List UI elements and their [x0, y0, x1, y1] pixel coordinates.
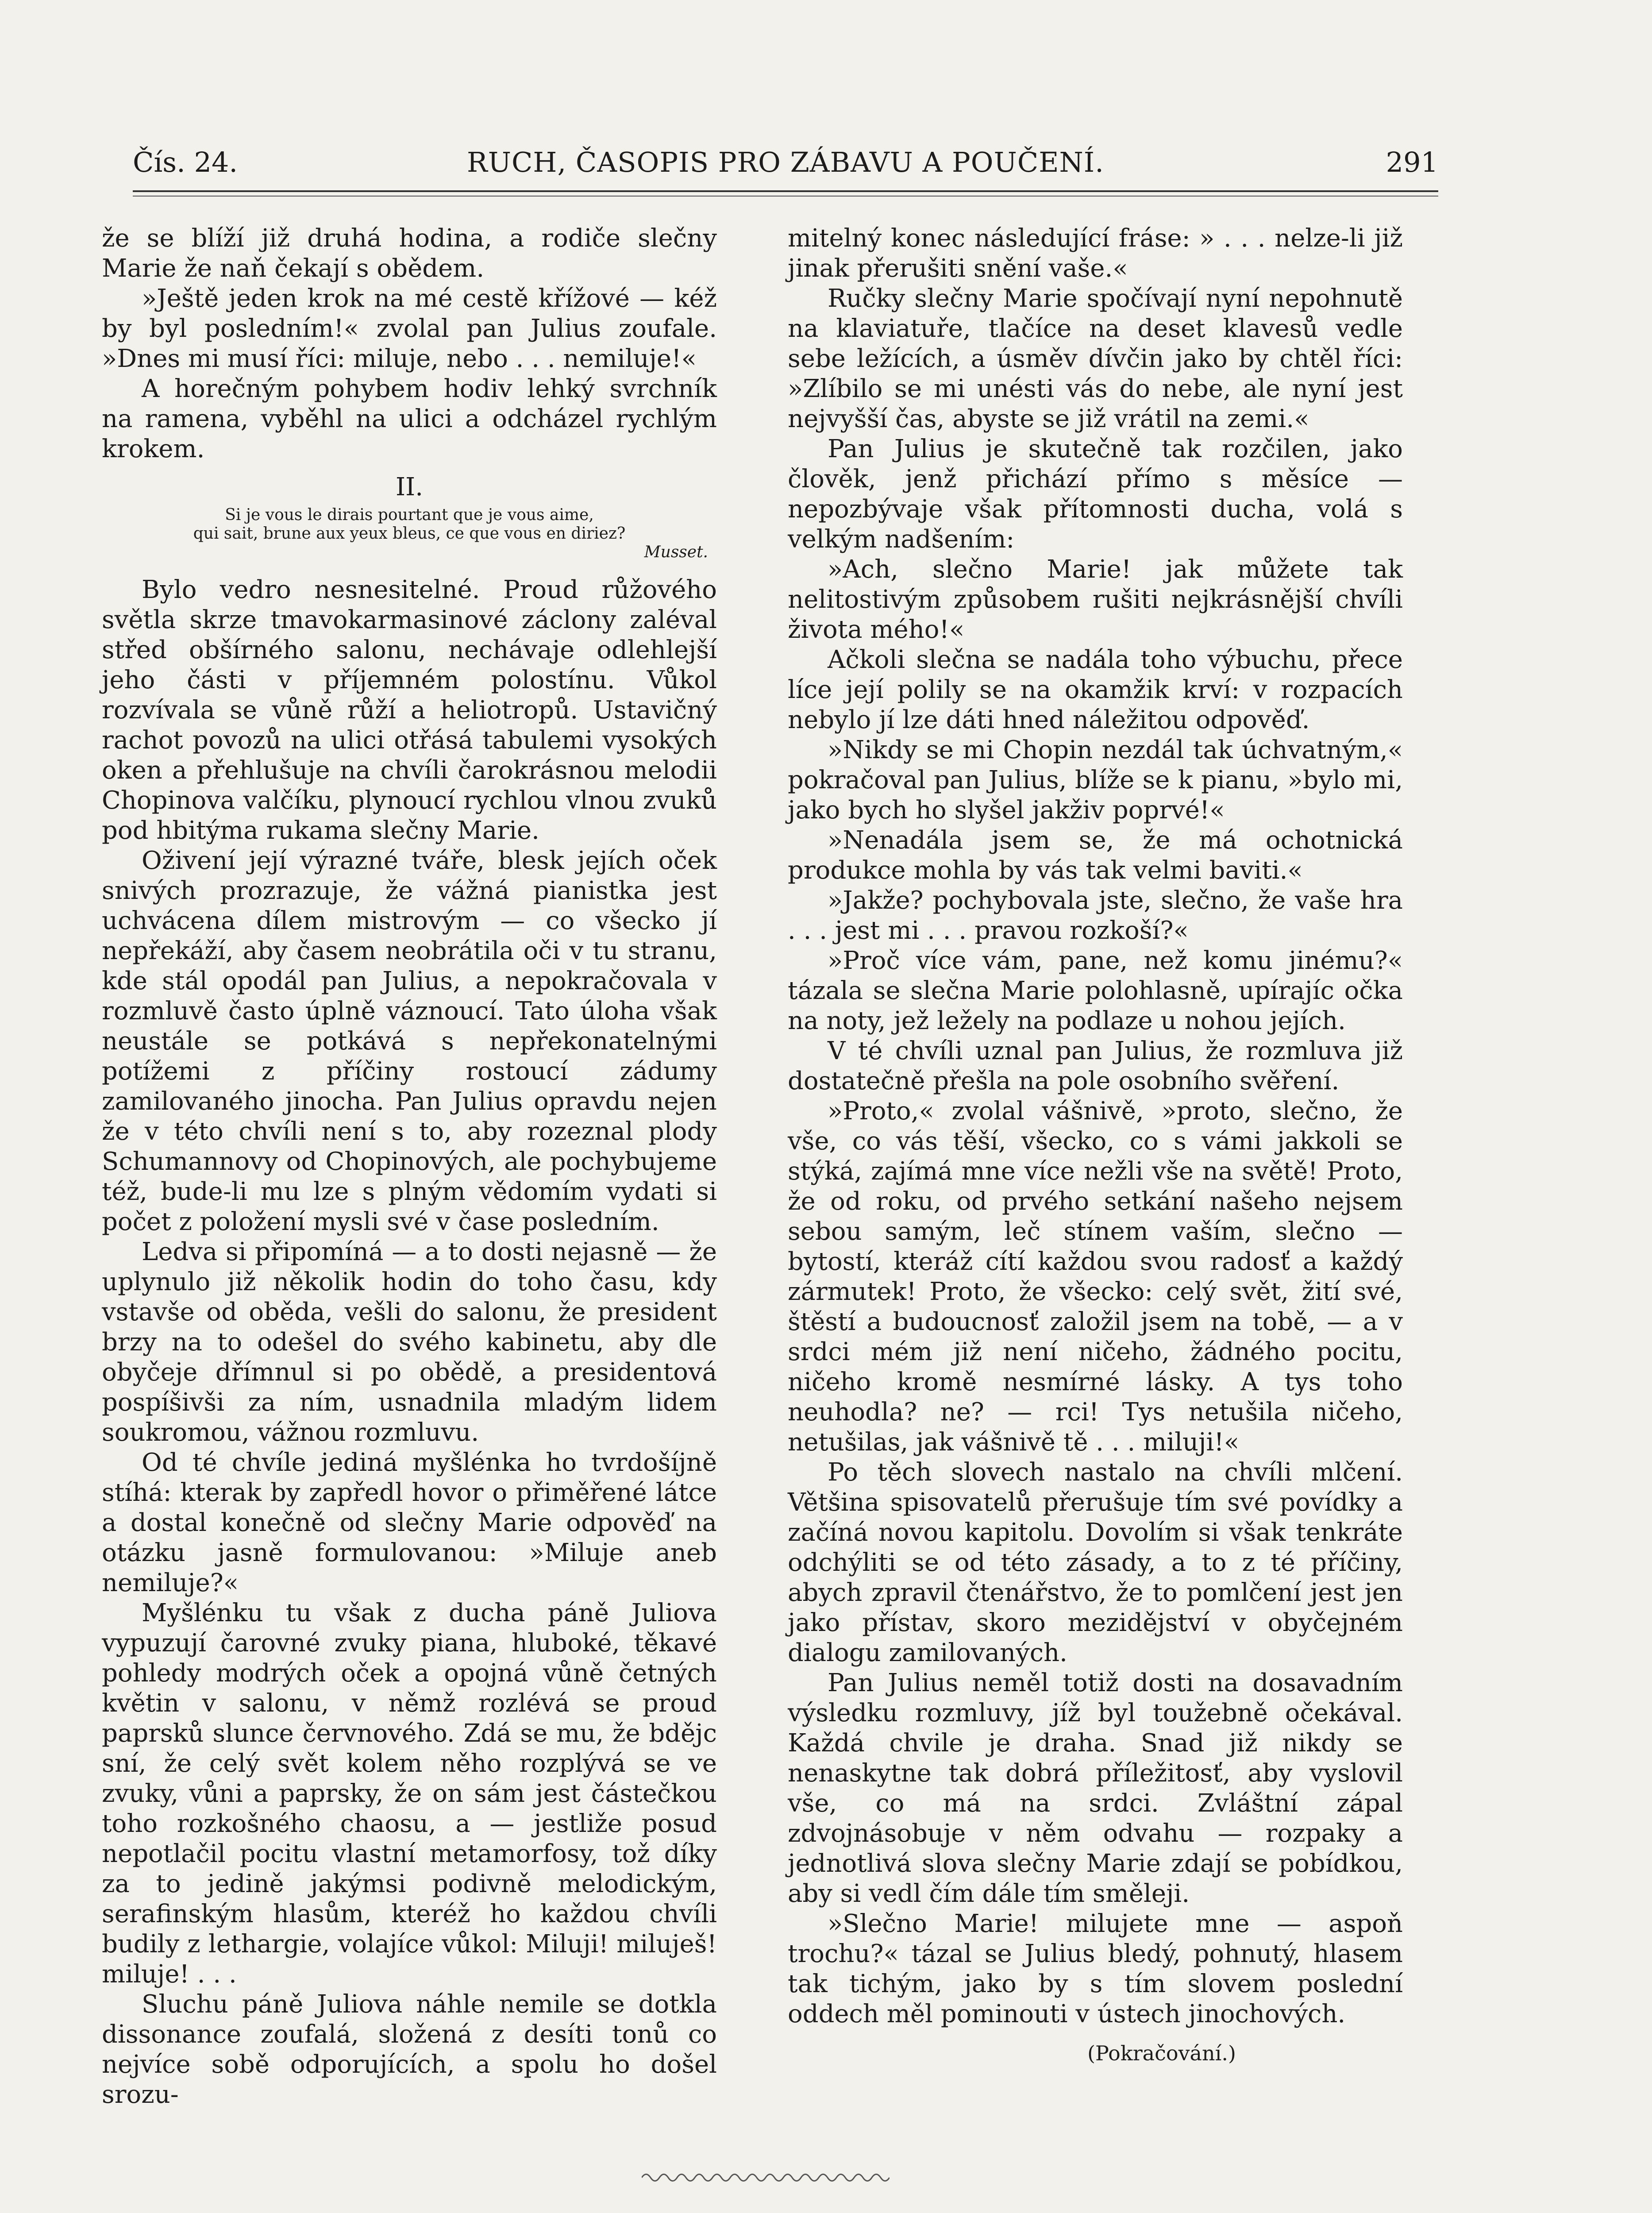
right-column: [788, 224, 1403, 2068]
paragraph: »Proč více vám, pane, než komu jinému?« tázala se slečna Marie polohlasně, upírajíc očka na noty, jež ležely na podlaze u nohou jejích.: [788, 946, 1403, 1035]
paragraph: Ledva si připomíná — a to dosti nejasně — že uplynulo již několik hodin do toho času, kdy vstavše od oběda, vešli do salonu, že president brzy na to odešel do svého kabinetu, aby dle obyčeje dřímnul si po obědě, a presidentová pospíšivši za ním, usnadnila mladým lidem soukromou, vážnou rozmluvu.: [102, 1238, 717, 1447]
paragraph: Sluchu páně Juliova náhle nemile se dotkla dissonance zoufalá, složená z desíti tonů co nejvíce sobě odporujících, a spolu ho došel srozu-: [102, 1990, 717, 2109]
header-rule: [133, 190, 1438, 192]
wavy-divider-ornament: [642, 2169, 890, 2186]
paragraph: V té chvíli uznal pan Julius, že rozmluva již dostatečně přešla na pole osobního svěření.: [788, 1037, 1403, 1095]
paragraph: že se blíží již druhá hodina, a rodiče slečny Marie že naň čekají s obědem.: [102, 224, 717, 283]
paragraph: Od té chvíle jediná myšlénka ho tvrdošíjně stíhá: kterak by zapředl hovor o přiměřené látce a dostal konečně od slečny Marie odpověď na otázku jasně formulovanou: »Miluje aneb nemiluje?«: [102, 1448, 717, 1597]
left-column: [102, 224, 717, 2110]
issue-number: Čís. 24.: [133, 146, 238, 178]
paragraph: »Proto,« zvolal vášnivě, »proto, slečno, že vše, co vás těší, všecko, co s vámi jakkoli se stýká, zajímá mne více nežli vše na světě! Proto, že od roku, od prvého setkání našeho nejsem sebou samým, leč stínem vaším, slečno — bytostí, kteráž cítí každou svou radosť a každý zármutek! Proto, že všecko: celý svět, žití své, štěstí a budoucnosť založil jsem na tobě, — a v srdci mém již není ničeho, žádného pocitu, ničeho kromě nesmírné lásky. A tys toho neuhodla? ne? — rci! Tys netušila ničeho, netušilas, jak vášnivě tě . . . miluji!«: [788, 1097, 1403, 1457]
paragraph: »Ještě jeden krok na mé cestě křížové — kéž by byl posledním!« zvolal pan Julius zoufale. »Dnes mi musí říci: miluje, nebo . . . nemiluje!«: [102, 284, 717, 373]
paragraph: Po těch slovech nastalo na chvíli mlčení. Většina spisovatelů přerušuje tím své povídky a začíná novou kapitolu. Dovolím si však tenkráte odchýliti se od této zásady, a to z té příčiny, abych zpravil čtenářstvo, že to pomlčení jest jen jako přístav, skoro mezidějství v obyčejném dialogu zamilovaných.: [788, 1458, 1403, 1667]
paragraph: »Slečno Marie! milujete mne — aspoň trochu?« tázal se Julius bledý, pohnutý, hlasem tak tichým, jako by s tím slovem poslední oddech měl pominouti v ústech jinochových.: [788, 1909, 1403, 2028]
section-number: II.: [395, 473, 424, 501]
paragraph: »Nenadála jsem se, že má ochotnická produkce mohla by vás tak velmi baviti.«: [788, 826, 1403, 885]
paragraph: Myšlénku tu však z ducha páně Juliova vypuzují čarovné zvuky piana, hluboké, těkavé pohledy modrých oček a opojná vůně četných květin v salonu, v němž rozlévá se proud paprsků slunce červnového. Zdá se mu, že bdějc sní, že celý svět kolem něho rozplývá se ve zvuky, vůni a paprsky, že on sám jest částečkou toho rozkošného chaosu, a — jestliže posud nepotlačil pocitu vlastní metamorfosy, tož díky za to jedině jakýmsi podivně melodickým, serafinským hlasům, kteréž ho každou chvíli budily z lethargie, volajíce vůkol: Miluji! miluješ! miluje! . . .: [102, 1599, 717, 1989]
paragraph: Pan Julius je skutečně tak rozčilen, jako člověk, jenž přichází přímo s měsíce — nepozbývaje však přítomnosti ducha, volá s velkým nadšením:: [788, 435, 1403, 554]
paragraph: »Nikdy se mi Chopin nezdál tak úchvatným,« pokračoval pan Julius, blíže se k pianu, »bylo mi, jako bych ho slyšel jakživ poprvé!«: [788, 736, 1403, 825]
paragraph: Bylo vedro nesnesitelné. Proud růžového světla skrze tmavokarmasinové záclony zaléval střed obšírného salonu, nechávaje odlehlejší jeho části v příjemném polostínu. Vůkol rozvívala se vůně růží a heliotropů. Ustavičný rachot povozů na ulici otřásá tabulemi vysokých oken a přehlušuje na chvíli čarokrásnou melodii Chopinova valčíku, plynoucí rychlou vlnou zvuků pod hbitýma rukama slečny Marie.: [102, 575, 717, 845]
paragraph: A horečným pohybem hodiv lehký svrchník na ramena, vyběhl na ulici a odcházel rychlým krokem.: [102, 374, 717, 463]
header-rule-thin: [133, 196, 1438, 197]
paragraph: Ačkoli slečna se nadála toho výbuchu, přece líce její polily se na okamžik krví: v rozpacích nebylo jí lze dáti hned náležitou odpověď.: [788, 645, 1403, 734]
paragraph: »Ach, slečno Marie! jak můžete tak nelitostivým způsobem rušiti nejkrásnější chvíli života mého!«: [788, 555, 1403, 644]
paragraph: »Jakže? pochybovala jste, slečno, že vaše hra . . . jest mi . . . pravou rozkoší?«: [788, 886, 1403, 945]
running-header: [133, 146, 1438, 190]
journal-title: RUCH, ČASOPIS PRO ZÁBAVU A POUČENÍ.: [467, 146, 1104, 178]
epigraph-author: Musset.: [644, 543, 708, 561]
paragraph: mitelný konec následující fráse: » . . . nelze-li již jinak přerušiti snění vaše.«: [788, 224, 1403, 283]
continued-note: (Pokračování.): [1087, 2041, 1236, 2065]
paragraph: Oživení její výrazné tváře, blesk jejích oček snivých prozrazuje, že vážná pianistka jest uchvácena dílem mistrovým — co všecko jí nepřekáží, aby časem neobrátila oči v tu stranu, kde stál opodál pan Julius, a nepokračovala v rozmluvě často úplně váznoucí. Tato úloha však neustále se potkává s nepřekonatelnými potížemi z příčiny rostoucí zádumy zamilovaného jinocha. Pan Julius opravdu nejen že v této chvíli není s to, aby rozeznal plody Schumannovy od Chopinových, ale pochybujeme též, bude-li mu lze s plným vědomím vydati si počet z položení mysli své v čase posledním.: [102, 846, 717, 1236]
epigraph-line: Si je vous le dirais pourtant que je vous aime,: [225, 506, 594, 524]
epigraph-line: qui sait, brune aux yeux bleus, ce que vous en diriez?: [193, 524, 626, 543]
page-number: 291: [1386, 146, 1438, 178]
paragraph: Pan Julius neměl totiž dosti na dosavadním výsledku rozmluvy, jíž byl toužebně očekával. Každá chvile je draha. Snad již nikdy se nenaskytne tak dobrá příležitosť, aby vyslovil vše, co má na srdci. Zvláštní zápal zdvojnásobuje v něm odvahu — rozpaky a jednotlivá slova slečny Marie zdají se pobídkou, aby si vedl čím dále tím směleji.: [788, 1669, 1403, 1908]
paragraph: Ručky slečny Marie spočívají nyní nepohnutě na klaviatuře, tlačíce na deset klavesů vedle sebe ležících, a úsměv dívčin jako by chtěl říci: »Zlíbilo se mi unésti vás do nebe, ale nyní jest nejvyšší čas, abyste se již vrátil na zemi.«: [788, 284, 1403, 433]
